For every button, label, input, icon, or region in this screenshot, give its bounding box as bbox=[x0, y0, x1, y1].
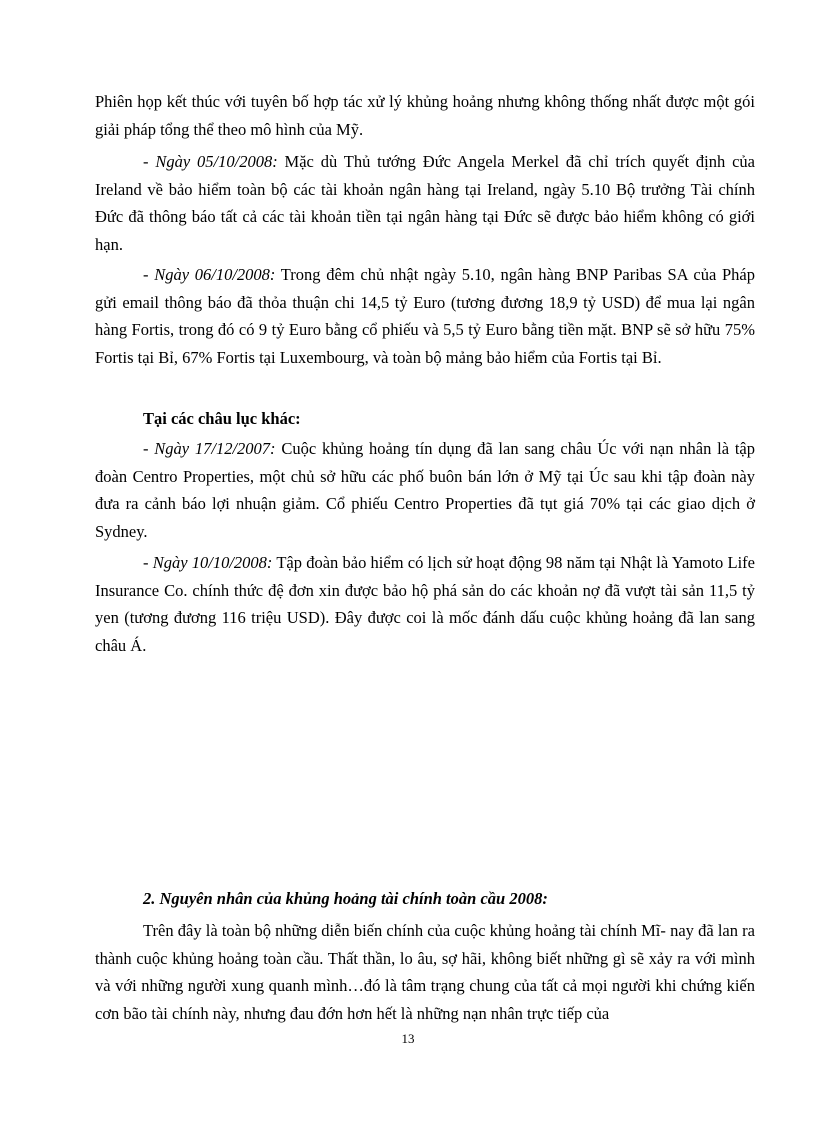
page-number: 13 bbox=[401, 1031, 415, 1046]
paragraph-meeting-conclusion: Phiên họp kết thúc với tuyên bố hợp tác xử lý khủng hoảng nhưng không thống nhất được một gói giải pháp tổng thể theo mô hình của Mỹ. bbox=[95, 92, 755, 139]
date-label: - Ngày 06/10/2008: bbox=[143, 265, 276, 284]
date-label: - Ngày 17/12/2007: bbox=[143, 439, 276, 458]
paragraph-text: Trong đêm chủ nhật ngày 5.10, ngân hàng BNP Paribas SA của Pháp gửi email thông báo đã thỏa thuận chi 14,5 tỷ Euro (tương đương 18,9 tỷ USD) để mua lại ngân hàng Fortis, trong đó có 9 tỷ Euro bằng cổ phiếu và 5,5 tỷ Euro bằng tiền mặt. BNP sẽ sở hữu 75% Fortis tại Bỉ, 67% Fortis tại Luxembourg, và toàn bộ mảng bảo hiểm của Fortis tại Bỉ. bbox=[95, 265, 755, 367]
date-label: - Ngày 05/10/2008: bbox=[143, 152, 278, 171]
paragraph-yamoto-life bbox=[95, 549, 755, 659]
paragraph-bnp-fortis bbox=[95, 261, 755, 371]
paragraph-text: Mặc dù Thủ tướng Đức Angela Merkel đã chỉ trích quyết định của Ireland về bảo hiểm toàn bộ các tài khoản ngân hàng tại Ireland, ngày 5.10 Bộ trưởng Tài chính Đức đã thông báo tất cả các tài khoản tiền tại ngân hàng tại Đức sẽ được bảo hiểm không có giới hạn. bbox=[95, 152, 755, 254]
subheading-other-continents: Tại các châu lục khác: bbox=[143, 409, 301, 428]
paragraph-germany-deposit-guarantee bbox=[95, 148, 755, 258]
paragraph-causes-intro: Trên đây là toàn bộ những diễn biến chính của cuộc khủng hoảng tài chính Mĩ- nay đã lan ra thành cuộc khủng hoảng toàn cầu. Thất thần, lo âu, sợ hãi, không biết những gì sẽ xảy ra với mình và với những người xung quanh mình…đó là tâm trạng chung của tất cả mọi người khi chứng kiến cơn bão tài chính này, nhưng đau đớn hơn hết là những nạn nhân trực tiếp của bbox=[95, 921, 755, 1023]
paragraph-text: Tập đoàn bảo hiểm có lịch sử hoạt động 98 năm tại Nhật là Yamoto Life Insurance Co. chính thức đệ đơn xin được bảo hộ phá sản do các khoản nợ đã vượt tài sản 11,5 tỷ yen (tương đương 116 triệu USD). Đây được coi là mốc đánh dấu cuộc khủng hoảng đã lan sang châu Á. bbox=[95, 553, 755, 655]
paragraph-text: Cuộc khủng hoảng tín dụng đã lan sang châu Úc với nạn nhân là tập đoàn Centro Properties, một chủ sở hữu các phố buôn bán lớn ở Mỹ tại Úc sau khi tập đoàn này đưa ra cảnh báo lợi nhuận giảm. Cổ phiếu Centro Properties đã tụt giá 70% tại các giao dịch ở Sydney. bbox=[95, 439, 755, 541]
section-heading-causes: 2. Nguyên nhân của khủng hoảng tài chính toàn cầu 2008: bbox=[143, 889, 548, 908]
paragraph-centro-properties bbox=[95, 435, 755, 545]
date-label: - Ngày 10/10/2008: bbox=[143, 553, 273, 572]
